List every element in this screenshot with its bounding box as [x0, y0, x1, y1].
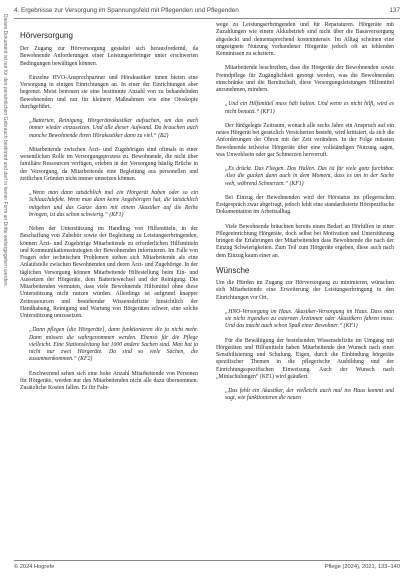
- section-heading-hoerversorgung: Hörversorgung: [20, 31, 73, 40]
- interview-quote: „Und ein Hilfsmittel muss hält halten. Und wenn es nicht hilft, wird es nicht benutzt.“ (KF1): [225, 101, 394, 115]
- page-footer: [14, 560, 400, 573]
- journal-citation: Pflege (2024), 2021, 133–140: [324, 564, 400, 570]
- running-header: [14, 4, 400, 19]
- paragraph: wege zu Leistungserbringenden und für Reparaturen. Hörgeräte mit Zuzahlungen wie einem Akkubetrieb sind nicht über die Basisversorgung abgedeckt und dementsprechend kostenintensiv. Im Alltag scheinen eine ungeeignete Nutzung vorhandener Hörgeräte jedoch oft an fehlenden Kenntnissen zu scheitern.: [216, 22, 394, 57]
- left-column: [20, 46, 198, 399]
- interview-quote: „Batterien, Reinigung, Hörgeräteakustiker aufsuchen, um das auch immer wieder einzusetzen. Und alle dieser Aufwand. Da brauchen auch manche Bewohnende ihren Hörakustiker dann zu viel.“ (B2): [29, 118, 198, 139]
- copyright-notice: © 2024 Hogrefe: [14, 564, 55, 570]
- paragraph: Der fünfgelegte Zeitraum, wonach alle sechs Jahre ein Anspruch auf ein neues Hörgerät bei gesetzlich Versicherten besteht, wird kritisiert, da sich die Anforderungen der Ohren mit der Zeit verändern. In der Folge müssten Bewohnende teilweise Hörgeräte über eine vollständigen Nutzung sagen, was Unwohlsein oder gar Schmerzen hervorruft.: [216, 122, 394, 158]
- interview-quote: „Es drückt. Das Fliegen. Das Hallen. Das ist für viele ganz furchtbar. Also die gucken dann auch in dem Moment, dass es um in der Sache weh, während Schmerzen.“ (KF1): [225, 166, 394, 187]
- page-number: 137: [389, 7, 400, 14]
- paragraph: Erschwerend sehen sich eine hohe Anzahl Mitarbeitende von Personen für Hörgeräte, werden nur den Mitarbeitenden nicht alle dazu übernommen. Zusätzliche Kosten fallen. Es für Fahr-: [20, 370, 198, 391]
- interview-quote: „HNO-Versorgung im Haus. Akustiker-Versorgung im Haus. Dass man sie nicht irgendwo zu externen Ärztinnen oder Akustikern fahren muss. Und das macht auch schon Spaß einer Bewohner.“ (KF1): [225, 308, 394, 330]
- side-margin-strip: [1, 8, 8, 578]
- paragraph: Viele Bewohnende bräuchten bereits einen Bedarf an Hörhilfen in einer Pflegeeinrichtung Hörgeräte, doch selbst bei Motivation und Unterstützung bringen die Erfahrungen der Mitarbeitenden dass Bewohnende die nach der Einzug Schwierigkeiten. Zum Teil zum Hörgeräte ergeben, diese auch nach dem Einzug kaum einer an.: [216, 223, 394, 259]
- right-column: [216, 22, 394, 410]
- paragraph: Mitarbeitende beschreiben, dass die Hörgeräte der Bewohnenden sowie Fremdpflege für Zugänglichkeit gesorgt werden, was die Bewohnenden einschränke und die Bereitschaft, diese Versorgungsleistungen Hilfsmittel anzunehmen, mindern.: [216, 65, 394, 93]
- section-heading-wuensche: Wünsche: [216, 265, 250, 275]
- interview-quote: „Wenn man dann tatsächlich mal ein Hörgerät haben oder so ein Schlauchdefekt. Wenn man dann keine Angehörigen hat, die tatsächlich mitgehen und das Ganze dann mit einem Akustiker auf die Reihe bringen, ist das schon schwierig.“ (KF1): [29, 190, 198, 218]
- side-margin-text: Dieses Dokument ist nur für den persönlichen Gebrauch bestimmt und darf in keiner Form an Dritte weitergegeben werden.: [2, 14, 8, 287]
- interview-quote: „Dann pflegen [die Hörgeräte], dann funktionieren die ja nicht mehr. Dann müssen die wahrgenommen werden. Ebenso für die Pflege vielleicht. Eine Stationsleitung hat 1000 andere Sachen sind. Man hat ja nicht nur zwei Hörgeräte. Da sind so viele Sachen, die zusammenkommen.“ (KF2): [29, 327, 198, 363]
- interview-quote: „Das fehlt ein Akustiker, der vielleicht auch mal ins Haus kommt und sagt, wie funktionieren die neuen: [225, 388, 394, 402]
- paragraph: Bei Einzug der Bewohnenden wird der Hörstatus im pflegerischen Erstgespräch zwar abgefragt, jedoch fehlt eine standardisierte Hörspezifische Dokumentation im Arbeitsalltag.: [216, 194, 394, 216]
- paragraph: Um die Hürden im Zugang zur Hörversorgung zu minimieren, wünschen sich Mitarbeitende eine Erweiterung der Leistungserbringung in den Einrichtungen vor Ort.: [216, 280, 394, 301]
- paragraph: Der Zugang zur Hörversorgung gestaltet sich herausfordernd, da Bewohnende Anforderungen einer Leistungserbringer unter erschwerten Bedingungen bewältigen können.: [20, 46, 198, 67]
- paragraph: Neben der Unterstützung im Handling von Hilfsmitteln, in der Beschaffung von Zubehör sowie der Begleitung zu Leistungserbringenden, können Ärzt- und Zugehörige Mitarbeitende zu erforderlichen Hilfsmitteln und Kommunikationsstrategien der Bewohnenden informieren. Im Falle von Fragen oder technischen Problemen stehen sich Mitarbeitende als eine Anlaufstelle zwischen Bewohnenden und deren Ärzt- und Zugehörige. In der täglichen Versorgung können Mitarbeitende Hilfestellung beim Ein- und Aussetzen der Hörgeräte, dem Batteriewechsel und der Reinigung. Die Mitarbeitenden vermuten, dass viele Bewohnende Hilfsmittel ohne diese Unterstützung nicht nutzen würden. Allerdings ist aufgrund knapper Zeitressourcen und bestehender Wissensdefizite hinsichtlich der Handhabung, Reinigung und Wartung von Hörgeräten schwer, eine solche Unterstützung umzusetzen.: [20, 226, 198, 319]
- paragraph: Für die Bewältigung der bestehenden Wissensdefizite im Umgang mit Hörgeräten und Hilfsmitteln haben Mitarbeitende den Wunsch nach einer Sensibilisierung und Schulung. Eigen, durch die Einbindung hörgeräte spezifischer Themen in die pflegerische Ausbildung und der Einrichtungsspezifischen Einweisung. Auch der Wunsch nach „Minischulungen“ (KF1) wird geäußert.: [216, 337, 394, 380]
- running-header-title: 4. Ergebnisse zur Versorgung im Spannungsfeld mit Pflegenden und Pflegenden: [14, 7, 239, 14]
- paragraph: Mitarbeitende zwischen Ärzt- und Zugehörigen sind oftmals in einer wesentlichen Rolle im Versorgungsprozess zu. Bewohnende, die nicht über familiäre Ressourcen verfügen, erleben in der Versorgung häufig Brüche in der Versorgung, da Mitarbeitende eine Begleitung aus personellen und zeitlichen Gründen nicht immer umsetzen können.: [20, 146, 198, 182]
- paragraph: Einzelne HVO-Ansprechpartner und Hörakustiker innen bieten eine Versorgung in einigen Einrichtungen an. In einer der Einrichtungen aber begrenzt. Meist betreuen sie eine bestimmte Anzahl von zu behandelnden Bewohnenden und nur für kleinere Maßnahmen wie eine Otoskopie durchgeführt.: [20, 74, 198, 110]
